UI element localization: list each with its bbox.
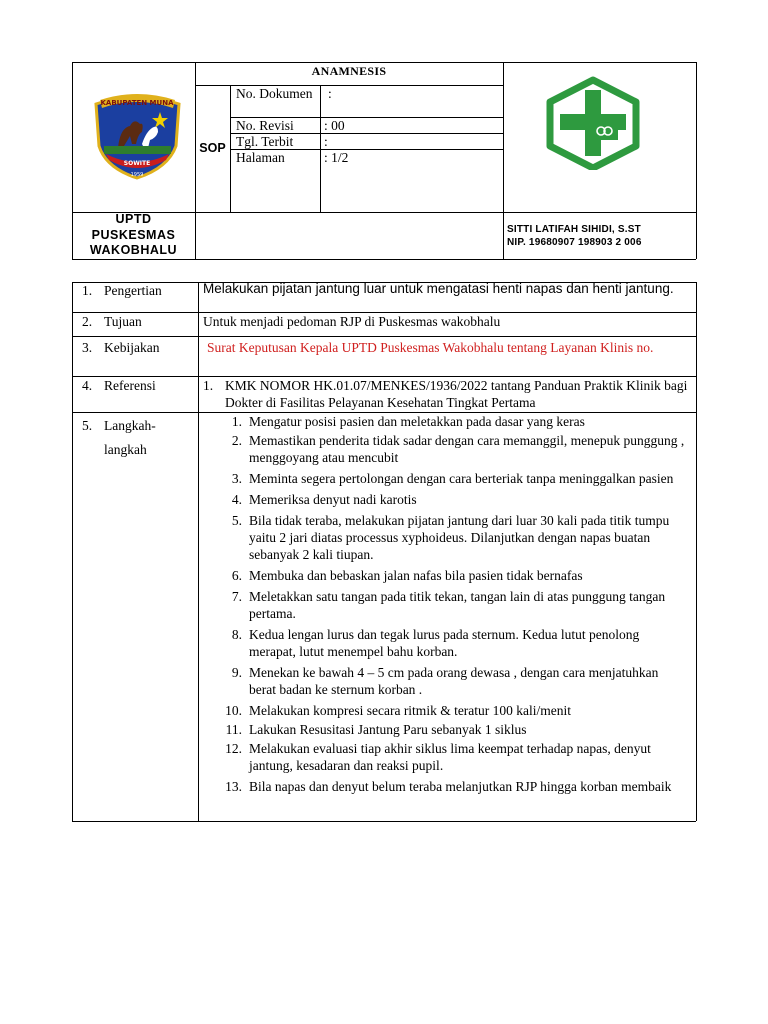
signer-name: SITTI LATIFAH SIHIDI, S.ST bbox=[507, 224, 641, 235]
step-number: 4. bbox=[231, 492, 242, 507]
org-name-line1: UPTD bbox=[115, 212, 152, 226]
row-num: 5. bbox=[82, 418, 93, 433]
step-text: Melakukan evaluasi tiap akhir siklus lima keempat terhadap napas, denyut jantung, kesadaran dan reaksi pupil. bbox=[249, 741, 651, 773]
section-label: Pengertian bbox=[104, 283, 162, 298]
logo-text-top: KABUPATEN MUNA bbox=[100, 99, 174, 107]
list-item bbox=[222, 567, 688, 584]
steps-list bbox=[222, 413, 688, 795]
step-text: Memeriksa denyut nadi karotis bbox=[249, 492, 417, 507]
kabupaten-muna-logo bbox=[90, 88, 185, 180]
row-num: 4. bbox=[82, 378, 93, 393]
step-text: Meletakkan satu tangan pada titik tekan, tangan lain di atas punggung tangan pertama. bbox=[249, 589, 666, 621]
list-item bbox=[222, 470, 688, 487]
signer-nip: NIP. 19680907 198903 2 006 bbox=[507, 237, 642, 248]
section-label-line1: Langkah- bbox=[104, 418, 156, 433]
row-kebijakan-label bbox=[82, 340, 196, 356]
step-number: 7. bbox=[231, 589, 242, 604]
section-label-line2: langkah bbox=[104, 442, 147, 457]
puskesmas-logo bbox=[546, 76, 640, 170]
date-value: : bbox=[324, 134, 328, 149]
step-number: 6. bbox=[231, 568, 242, 583]
sop-label: SOP bbox=[199, 141, 226, 155]
doc-no-value: : bbox=[328, 86, 332, 101]
list-item bbox=[222, 432, 688, 466]
step-text: Bila tidak teraba, melakukan pijatan jantung dari luar 30 kali pada titik tumpu yaitu 2 jari diatas processus xyphoideus. Dilanjutkan dengan napas buatan sebanyak 2 kali tiupan. bbox=[249, 513, 670, 562]
row-langkah-label bbox=[82, 414, 196, 462]
referensi-item-text: KMK NOMOR HK.01.07/MENKES/1936/2022 tantang Panduan Praktik Klinik bagi Dokter di Fasilitas Pelayanan Kesehatan Tingkat Pertama bbox=[225, 378, 688, 410]
step-text: Memastikan penderita tidak sadar dengan cara memanggil, menepuk punggung , menggoyang atau mencubit bbox=[249, 433, 685, 465]
list-item bbox=[222, 740, 688, 774]
step-number: 1. bbox=[231, 414, 242, 429]
step-number: 11. bbox=[225, 722, 242, 737]
row-pengertian-label bbox=[82, 283, 196, 299]
row-tujuan-label bbox=[82, 314, 196, 330]
step-text: Kedua lengan lurus dan tegak lurus pada sternum. Kedua lutut penolong merapat, lutut menempel bahu korban. bbox=[249, 627, 640, 659]
row-num: 2. bbox=[82, 314, 93, 329]
row-referensi-label bbox=[82, 378, 196, 394]
row-referensi-item bbox=[203, 377, 693, 411]
list-item bbox=[222, 491, 688, 508]
list-item bbox=[222, 702, 688, 719]
org-name bbox=[72, 212, 195, 259]
row-tujuan-text: Untuk menjadi pedoman RJP di Puskesmas wakobhalu bbox=[203, 314, 501, 329]
section-label: Kebijakan bbox=[104, 340, 160, 355]
step-number: 8. bbox=[231, 627, 242, 642]
revision-value: : 00 bbox=[324, 118, 345, 133]
page-value: : 1/2 bbox=[324, 150, 349, 165]
step-number: 9. bbox=[231, 665, 242, 680]
row-pengertian-text: Melakukan pijatan jantung luar untuk mengatasi henti napas dan henti jantung. bbox=[203, 281, 674, 296]
step-text: Lakukan Resusitasi Jantung Paru sebanyak 1 siklus bbox=[249, 722, 527, 737]
step-text: Mengatur posisi pasien dan meletakkan pada dasar yang keras bbox=[249, 414, 585, 429]
list-item bbox=[222, 512, 688, 563]
step-number: 2. bbox=[231, 433, 242, 448]
list-item bbox=[222, 626, 688, 660]
logo-year: 1959 bbox=[130, 172, 144, 178]
org-name-line3: WAKOBHALU bbox=[89, 243, 178, 257]
step-text: Bila napas dan denyut belum teraba melanjutkan RJP hingga korban membaik bbox=[249, 779, 672, 794]
revision-label: No. Revisi bbox=[236, 118, 294, 133]
date-label: Tgl. Terbit bbox=[236, 134, 294, 149]
referensi-item-num: 1. bbox=[203, 378, 214, 393]
org-name-line2: PUSKESMAS bbox=[91, 227, 176, 242]
page-label: Halaman bbox=[236, 150, 285, 165]
logo-text-bottom: SOWITE bbox=[123, 160, 151, 167]
row-num: 1. bbox=[82, 283, 93, 298]
list-item bbox=[222, 588, 688, 622]
list-item bbox=[222, 778, 688, 795]
doc-no-label: No. Dokumen bbox=[236, 86, 313, 101]
row-kebijakan-text: Surat Keputusan Kepala UPTD Puskesmas Wakobhalu tentang Layanan Klinis no. bbox=[207, 340, 654, 355]
step-text: Melakukan kompresi secara ritmik & teratur 100 kali/menit bbox=[249, 703, 572, 718]
list-item bbox=[222, 721, 688, 738]
step-text: Menekan ke bawah 4 – 5 cm pada orang dewasa , dengan cara menjatuhkan berat badan ke sternum korban . bbox=[249, 665, 659, 697]
list-item bbox=[222, 413, 688, 430]
row-num: 3. bbox=[82, 340, 93, 355]
step-number: 3. bbox=[231, 471, 242, 486]
document-title: ANAMNESIS bbox=[311, 64, 387, 78]
list-item bbox=[222, 664, 688, 698]
step-text: Meminta segera pertolongan dengan cara berteriak tanpa meninggalkan pasien bbox=[249, 471, 674, 486]
step-number: 12. bbox=[225, 741, 242, 756]
section-label: Referensi bbox=[104, 378, 156, 393]
step-number: 10. bbox=[225, 703, 242, 718]
signer-block bbox=[507, 223, 693, 249]
step-number: 13. bbox=[225, 779, 242, 794]
steps-list-container bbox=[222, 413, 688, 795]
step-text: Membuka dan bebaskan jalan nafas bila pasien tidak bernafas bbox=[249, 568, 583, 583]
step-number: 5. bbox=[231, 513, 242, 528]
section-label: Tujuan bbox=[104, 314, 142, 329]
